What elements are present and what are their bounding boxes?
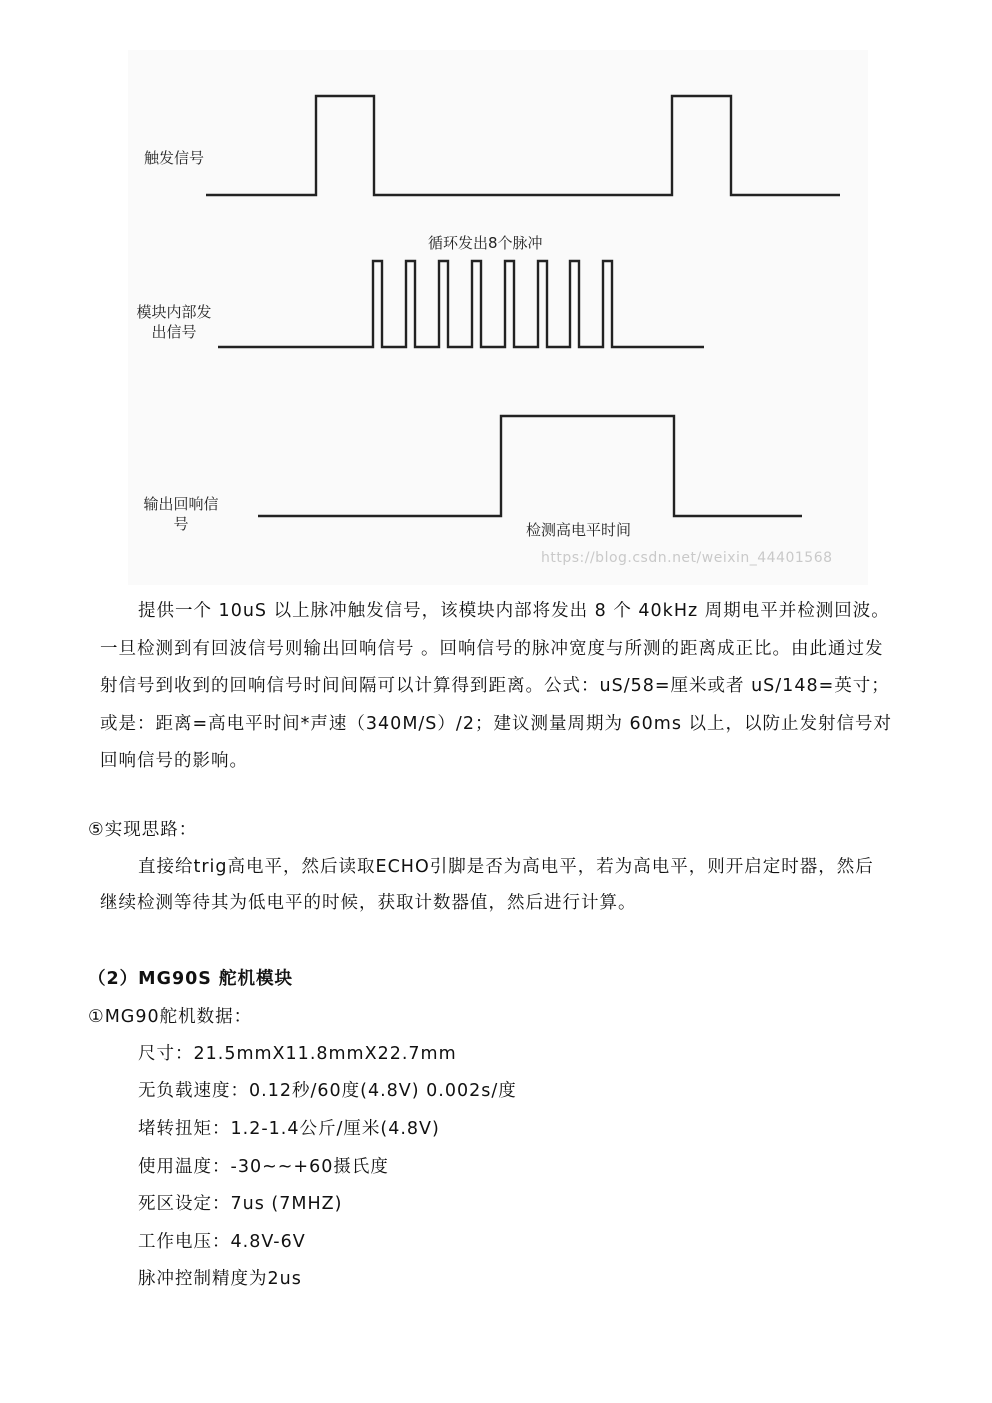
mg90s-section-heading: （2）MG90S 舵机模块 xyxy=(88,969,294,989)
internal-burst-waveform xyxy=(218,261,704,347)
section5-text: 直接给trig高电平，然后读取ECHO引脚是否为高电平，若为高电平，则开启定时器，然后继续检测等待其为低电平的时候，获取计数器值，然后进行计算。 xyxy=(100,857,874,913)
echo-waveform xyxy=(258,416,802,516)
watermark: https://blog.csdn.net/weixin_44401568 xyxy=(541,550,833,566)
spec-item: 工作电压：4.8V-6V xyxy=(138,1232,306,1252)
spec-item: 无负载速度：0.12秒/60度(4.8V) 0.002s/度 xyxy=(138,1081,517,1101)
spec-item: 使用温度：-30~~+60摄氏度 xyxy=(138,1157,389,1177)
spec-item: 脉冲控制精度为2us xyxy=(138,1269,302,1289)
burst-note: 循环发出8个脉冲 xyxy=(428,234,543,252)
trigger-signal-label: 触发信号 xyxy=(143,149,204,167)
trigger-waveform xyxy=(206,96,840,195)
mg90-data-title: ①MG90舵机数据： xyxy=(88,1007,253,1027)
ultrasonic-description: 提供一个 10uS 以上脉冲触发信号，该模块内部将发出 8 个 40kHz 周期电平并检测回波。一旦检测到有回波信号则输出回响信号 。回响信号的脉冲宽度与所测的距离成正比。由此通过发射信号到收到的回响信号时间间隔可以计算得到距离。公式：uS/58=厘米或者 uS/148=英寸；或是：距离=高电平时间*声速（340M/S）/2；建议测量周期为 60ms 以上，以防止发射信号对回响信号的影响。 xyxy=(100,601,893,771)
echo-signal-label: 输出回响信 号 xyxy=(143,495,219,533)
spec-item: 堵转扭矩：1.2-1.4公斤/厘米(4.8V) xyxy=(138,1119,440,1139)
timing-waveforms xyxy=(128,50,868,585)
spec-item: 尺寸：21.5mmX11.8mmX22.7mm xyxy=(138,1044,457,1064)
internal-signal-label: 模块内部发 出信号 xyxy=(136,303,212,341)
spec-item: 死区设定：7us (7MHZ) xyxy=(138,1194,343,1214)
echo-high-time-note: 检测高电平时间 xyxy=(526,521,632,539)
timing-diagram xyxy=(128,50,868,585)
section5-title: ⑤实现思路： xyxy=(88,820,198,840)
